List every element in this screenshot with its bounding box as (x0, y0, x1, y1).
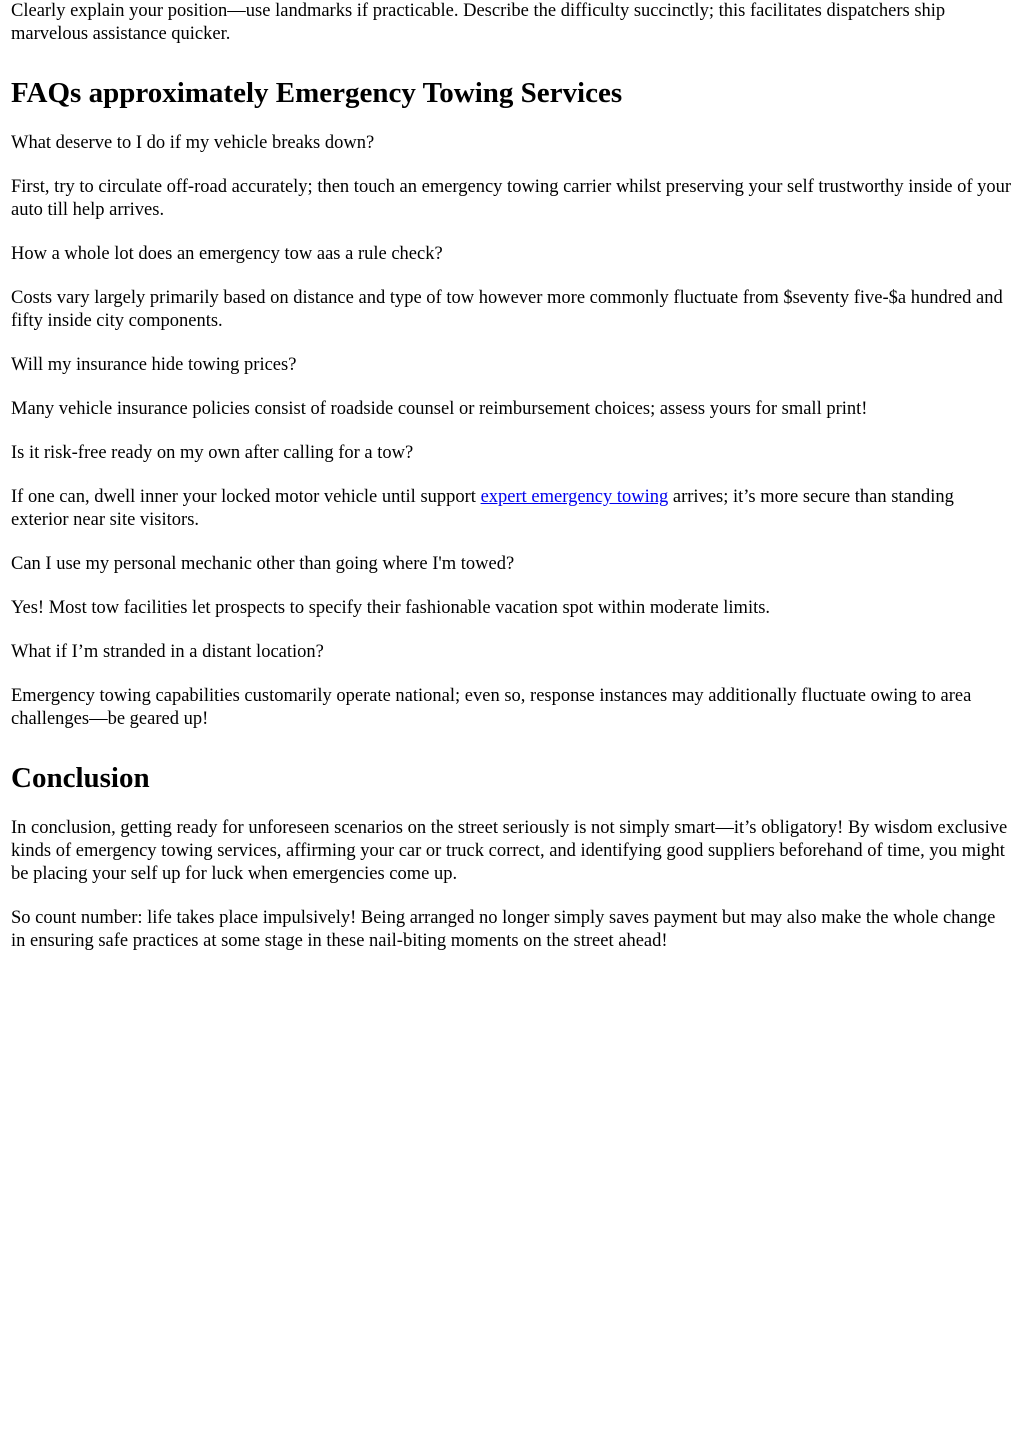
faq-answer: Costs vary largely primarily based on distance and type of tow however more commonly fluctuate from $seventy five-$a hundred and fifty inside city components. (11, 288, 1003, 331)
faq-question: Is it risk-free ready on my own after calling for a tow? (11, 443, 414, 463)
conclusion-paragraph: So count number: life takes place impulsively! Being arranged no longer simply saves payment but may also make the whole change in ensuring safe practices at some stage in these nail-biting moments on the street ahead! (11, 908, 996, 951)
faq-answer: Many vehicle insurance policies consist of roadside counsel or reimbursement choices; assess yours for small print! (11, 399, 868, 419)
conclusion-heading: Conclusion (11, 762, 150, 794)
faq-question: Can I use my personal mechanic other than going where I'm towed? (11, 554, 515, 574)
conclusion-paragraph: In conclusion, getting ready for unforeseen scenarios on the street seriously is not simply smart—it’s obligatory! By wisdom exclusive kinds of emergency towing services, affirming your car or truck correct, and identifying good suppliers beforehand of time, you might be placing your self up for luck when emergencies come up. (11, 818, 1008, 884)
intro-paragraph: Clearly explain your position—use landmarks if practicable. Describe the difficulty succinctly; this facilitates dispatchers ship marvelous assistance quicker. (11, 1, 946, 44)
faq-answer: First, try to circulate off-road accurately; then touch an emergency towing carrier whilst preserving your self trustworthy inside of your auto till help arrives. (11, 177, 1012, 220)
faqs-heading: FAQs approximately Emergency Towing Services (11, 77, 623, 109)
faq-question: Will my insurance hide towing prices? (11, 355, 297, 375)
faq-answer-text-after: arrives; it’s more secure than standing exterior near site visitors. (11, 487, 954, 530)
expert-emergency-towing-link[interactable]: expert emergency towing (480, 487, 669, 507)
faq-question: What if I’m stranded in a distant location? (11, 642, 324, 662)
faq-answer: Emergency towing capabilities customarily operate national; even so, response instances may additionally fluctuate owing to area challenges—be geared up! (11, 686, 972, 729)
faq-answer: Yes! Most tow facilities let prospects to specify their fashionable vacation spot within moderate limits. (11, 598, 771, 618)
faq-question: What deserve to I do if my vehicle breaks down? (11, 133, 375, 153)
faq-answer (11, 486, 1014, 532)
faq-answer-text-before: If one can, dwell inner your locked motor vehicle until support (11, 487, 481, 507)
faq-question: How a whole lot does an emergency tow aas a rule check? (11, 244, 443, 264)
